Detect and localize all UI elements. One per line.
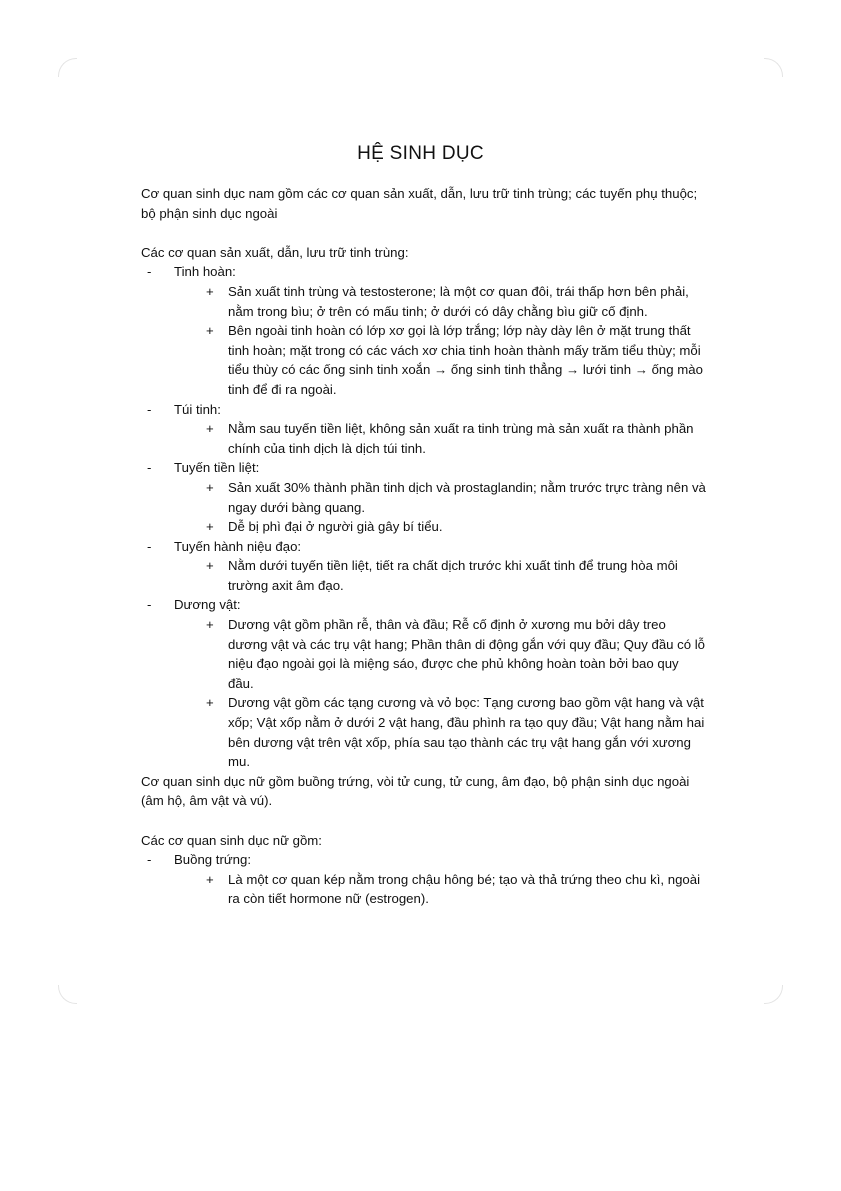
list-item-label: Tuyến tiền liệt: — [174, 460, 260, 476]
list-item-detail: Dương vật gồm phần rễ, thân và đầu; Rễ cố định ở xương mu bởi dây treo dương vật và các trụ vật hang; Phần thân di động gắn với quy đầu; Quy đầu có lỗ niệu đạo ngoài gọi là miệng sáo, được che phủ không hoàn toàn bởi bao quy đầu. — [228, 617, 706, 691]
plus-marker: + — [206, 519, 214, 535]
dash-marker: - — [147, 264, 152, 280]
dash-marker: - — [147, 401, 152, 417]
plus-marker: + — [206, 617, 214, 633]
dash-marker: - — [147, 852, 152, 868]
list-item — [141, 400, 706, 459]
dash-marker: - — [147, 538, 152, 554]
list-item-detail: Nằm dưới tuyến tiền liệt, tiết ra chất dịch trước khi xuất tinh để trung hòa môi trường axit âm đạo. — [228, 558, 678, 593]
list-item — [141, 458, 706, 536]
list-item-detail: Bên ngoài tinh hoàn có lớp xơ gọi là lớp trắng; lớp này dày lên ở mặt trung thất tinh hoàn; mặt trong có các vách xơ chia tinh hoàn thành mấy trăm tiểu thùy; mỗi tiểu thùy có các ống sinh tinh xoắn → ống sinh tinh thẳng → lưới tinh → ống mào tinh để đi ra ngoài. — [228, 323, 703, 397]
list-item-label: Túi tinh: — [174, 401, 221, 417]
male-organ-list — [141, 262, 706, 771]
list-item-label: Dương vật: — [174, 597, 241, 613]
list-item-label: Buồng trứng: — [174, 852, 252, 868]
page-title: HỆ SINH DỤC — [357, 143, 484, 164]
male-section-heading: Các cơ quan sản xuất, dẫn, lưu trữ tinh trùng: — [141, 244, 409, 260]
list-item — [141, 537, 706, 596]
list-item-detail: Sản xuất 30% thành phần tinh dịch và prostaglandin; nằm trước trực tràng nên và ngay dưới bàng quang. — [228, 479, 706, 515]
page-corner-mark — [58, 985, 77, 1004]
plus-marker: + — [206, 283, 214, 299]
page-corner-mark — [764, 985, 783, 1004]
list-item-detail: Là một cơ quan kép nằm trong chậu hông bé; tạo và thả trứng theo chu kì, ngoài ra còn tiết hormone nữ (estrogen). — [228, 871, 701, 907]
male-intro-paragraph: Cơ quan sinh dục nam gồm các cơ quan sản xuất, dẫn, lưu trữ tinh trùng; các tuyến phụ thuộc; bộ phận sinh dục ngoài — [141, 186, 698, 221]
list-item — [141, 262, 706, 399]
plus-marker: + — [206, 695, 214, 711]
list-item-label: Tuyến hành niệu đạo: — [174, 538, 302, 554]
plus-marker: + — [206, 421, 214, 437]
list-item-detail: Sản xuất tinh trùng và testosterone; là một cơ quan đôi, trái thấp hơn bên phải, nằm trong bìu; ở trên có mấu tinh; ở dưới có dây chằng bìu giữ cố định. — [228, 283, 689, 319]
list-item — [141, 595, 706, 771]
female-section-heading: Các cơ quan sinh dục nữ gồm: — [141, 832, 322, 848]
list-item — [141, 850, 706, 909]
female-organ-list — [141, 850, 706, 909]
spacer — [141, 223, 706, 243]
page-corner-mark — [58, 58, 77, 77]
dash-marker: - — [147, 460, 152, 476]
page-corner-mark — [764, 58, 783, 77]
plus-marker: + — [206, 479, 214, 495]
female-intro-paragraph: Cơ quan sinh dục nữ gồm buồng trứng, vòi tử cung, tử cung, âm đạo, bộ phận sinh dục ngoài (âm hộ, âm vật và vú). — [141, 773, 690, 809]
plus-marker: + — [206, 323, 214, 339]
list-item-detail: Dễ bị phì đại ở người già gây bí tiểu. — [228, 519, 443, 535]
plus-marker: + — [206, 871, 214, 887]
plus-marker: + — [206, 558, 214, 574]
list-item-detail: Nằm sau tuyến tiền liệt, không sản xuất ra tinh trùng mà sản xuất ra thành phần chính của tinh dịch là dịch túi tinh. — [228, 421, 694, 456]
document-body — [141, 184, 706, 909]
list-item-label: Tinh hoàn: — [174, 264, 236, 280]
spacer — [141, 811, 706, 831]
dash-marker: - — [147, 597, 152, 613]
list-item-detail: Dương vật gồm các tạng cương và vỏ bọc: Tạng cương bao gồm vật hang và vật xốp; Vật xốp nằm ở dưới 2 vật hang, đầu phình ra tạo quy đầu; Vật hang nằm hai bên dương vật trên vật xốp, phía sau tạo thành các trụ vật hang gắn với xương mu. — [228, 695, 705, 770]
